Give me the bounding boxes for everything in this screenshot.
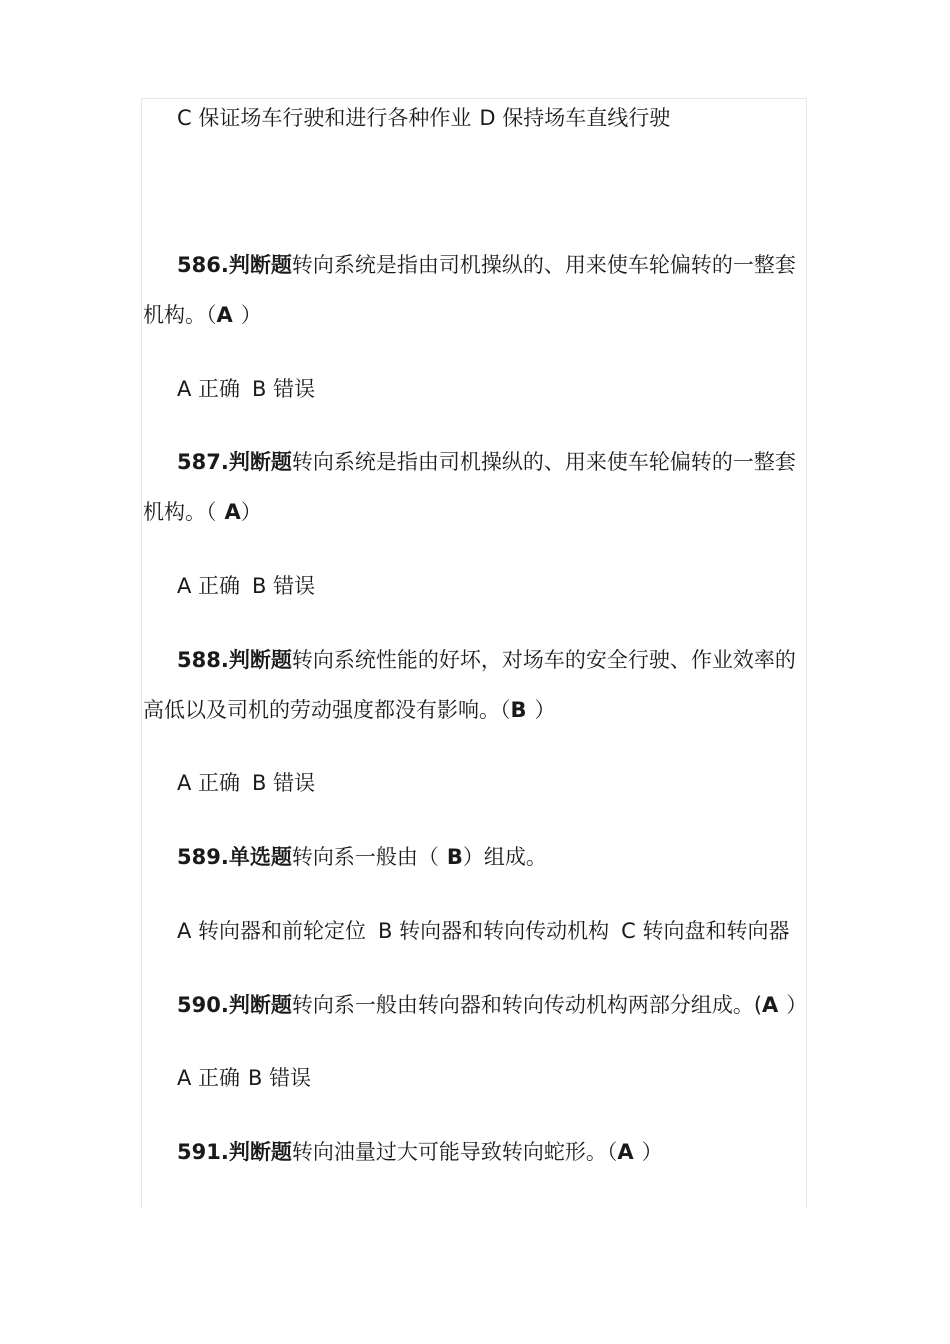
question-586-options: [177, 375, 315, 403]
answer: B: [446, 845, 463, 869]
option-line-prev: [177, 104, 670, 132]
answer: A: [216, 303, 233, 327]
question-586-line2: [143, 301, 262, 329]
option: B 错误: [252, 574, 316, 598]
question-stem: 转向系一般由转向器和转向传动机构两部分组成。(: [291, 993, 763, 1017]
question-type: 判断题: [228, 253, 292, 277]
option: B 转向器和转向传动机构: [378, 919, 610, 943]
question-stem: 转向系统是指由司机操纵的、用来使车轮偏转的一整套: [291, 253, 796, 277]
question-stem-close: ）: [240, 500, 262, 524]
question-stem: 转向系统性能的好坏，对场车的安全行驶、作业效率的: [291, 648, 796, 672]
question-number: 589.: [177, 845, 229, 869]
question-586-line1: [177, 251, 796, 279]
question-stem-cont: 高低以及司机的劳动强度都没有影响。（: [143, 698, 511, 722]
question-stem-close: ）: [641, 1140, 663, 1164]
answer: A: [224, 500, 241, 524]
option-d: D 保持场车直线行驶: [479, 106, 671, 130]
answer: B: [510, 698, 527, 722]
answer: A: [617, 1140, 634, 1164]
question-590-options: [177, 1064, 311, 1092]
question-type: 判断题: [228, 1140, 292, 1164]
question-stem-cont: 机构。（: [143, 500, 217, 524]
question-number: 590.: [177, 993, 229, 1017]
option: B 错误: [248, 1066, 312, 1090]
option: A 正确: [177, 771, 241, 795]
question-stem-cont: 机构。（: [143, 303, 217, 327]
question-type: 判断题: [228, 450, 292, 474]
question-stem-close: ）: [534, 698, 556, 722]
question-589-line1: [177, 843, 547, 871]
question-588-line2: [143, 696, 556, 724]
question-stem: 转向系统是指由司机操纵的、用来使车轮偏转的一整套: [291, 450, 796, 474]
question-587-line2: [143, 498, 262, 526]
option-c: C 保证场车行驶和进行各种作业: [177, 106, 472, 130]
answer: A: [762, 993, 779, 1017]
question-type: 判断题: [228, 993, 292, 1017]
question-588-line1: [177, 646, 796, 674]
question-type: 判断题: [228, 648, 292, 672]
question-590-line1: [177, 991, 807, 1019]
question-589-options: [177, 917, 789, 945]
option: B 错误: [252, 377, 316, 401]
question-stem-close: ）组成。: [462, 845, 547, 869]
option: A 正确: [177, 377, 241, 401]
question-number: 586.: [177, 253, 229, 277]
question-type: 单选题: [228, 845, 292, 869]
option: A 正确: [177, 574, 241, 598]
question-587-options: [177, 572, 315, 600]
question-stem: 转向系一般由（: [291, 845, 439, 869]
option: A 转向器和前轮定位: [177, 919, 367, 943]
option: A 正确: [177, 1066, 241, 1090]
question-stem: 转向油量过大可能导致转向蛇形。（: [291, 1140, 618, 1164]
question-stem-close: ）: [240, 303, 262, 327]
question-591-line1: [177, 1138, 663, 1166]
question-587-line1: [177, 448, 796, 476]
option: C 转向盘和转向器: [621, 919, 790, 943]
question-588-options: [177, 769, 315, 797]
question-stem-close: ）: [786, 993, 808, 1017]
option: B 错误: [252, 771, 316, 795]
question-number: 591.: [177, 1140, 229, 1164]
question-number: 587.: [177, 450, 229, 474]
question-number: 588.: [177, 648, 229, 672]
